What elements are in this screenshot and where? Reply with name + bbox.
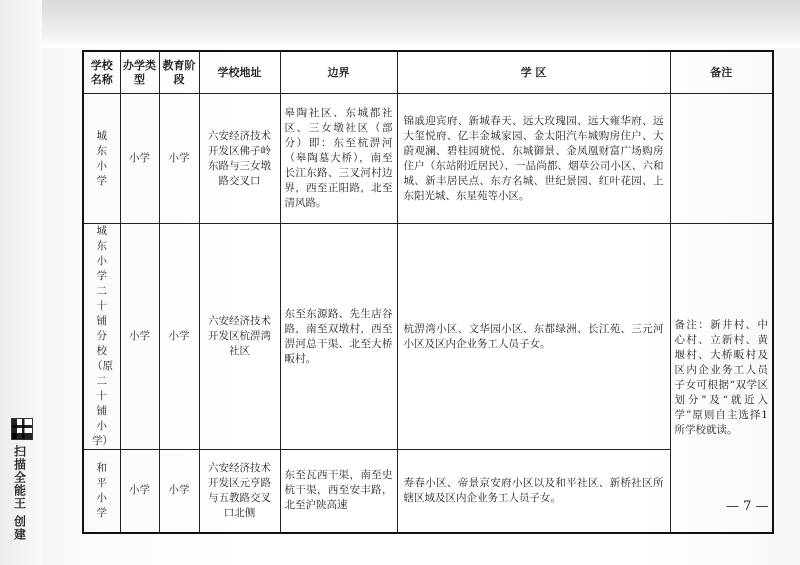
header-district: 学 区: [397, 51, 670, 94]
school-name-cell: 和平小学: [83, 450, 120, 533]
district-cell: 寿春小区、帝景京安府小区以及和平社区、新桥社区所辖区域及区内企业务工人员子女。: [397, 450, 670, 533]
school-name-cell: 城东小学: [83, 94, 120, 224]
qr-code-icon: [11, 418, 33, 440]
school-address-cell: 六安经济技术开发区元亨路与五教路交叉口北侧: [199, 450, 280, 533]
school-type-cell: 小学: [120, 450, 159, 533]
watermark-text: 扫描全能王 创建: [12, 445, 27, 542]
header-education-stage: 教育阶段: [159, 51, 199, 94]
boundary-cell: 东至东源路、先生店谷路，南至双墩村，西至淠河总干渠、北至大桥畈村。: [280, 224, 397, 450]
school-name-cell: 城东小学二十铺分校（原二十铺小学）: [83, 224, 120, 450]
header-boundary: 边界: [280, 51, 397, 94]
school-type-cell: 小学: [120, 224, 159, 450]
education-stage-cell: 小学: [159, 94, 199, 224]
table-row: [83, 450, 773, 533]
header-row: [83, 51, 773, 94]
district-cell: 杭淠湾小区、文华园小区、东都绿洲、长江苑、三元河小区及区内企业务工人员子女。: [397, 224, 670, 450]
school-address-cell: 六安经济技术开发区佛子岭东路与三女墩路交叉口: [199, 94, 280, 224]
school-type-cell: 小学: [120, 94, 159, 224]
scan-top-band: [0, 0, 800, 48]
boundary-cell: 东至瓦西干渠，南至史杭干渠，西至安丰路，北至沪陕高速: [280, 450, 397, 533]
header-note: 备注: [670, 51, 773, 94]
page-number: — 7 —: [726, 499, 769, 514]
boundary-cell: 皋陶社区、东城都社区、三女墩社区（部分）即：东至杭淠河（皋陶墓大桥），南至长江东路、三叉河村边界，西至正阳路，北至清风路。: [280, 94, 397, 224]
scanner-watermark: [6, 445, 34, 555]
note-cell-empty: [670, 94, 773, 224]
school-district-table: [82, 50, 774, 534]
school-address-cell: 六安经济技术开发区杭淠湾社区: [199, 224, 280, 450]
header-school-address: 学校地址: [199, 51, 280, 94]
education-stage-cell: 小学: [159, 224, 199, 450]
district-cell: 锦戚迎宾府、新城春天、远大玫瑰园、远大雍华府、远大玺悦府、亿丰金城家园、金太阳汽车城购房住户、大蔚观澜、碧桂园琥悦、东城御景、金凤凰财富广场购房住户（东站附近居民）、一品尚都、烟草公司小区、六和城、新丰居民点、东方名城、世纪景园、红叶花园、上东阳光城、东星苑等小区。: [397, 94, 670, 224]
note-cell: 备注：新井村、中心村、立新村、黄堰村、大桥畈村及区内企业务工人员子女可根据“双学区划分”及“就近入学”原则自主选择1所学校就读。: [670, 224, 773, 533]
education-stage-cell: 小学: [159, 450, 199, 533]
table-row: [83, 224, 773, 450]
header-school-type: 办学类型: [120, 51, 159, 94]
table-row: [83, 94, 773, 224]
header-school-name: 学校名称: [83, 51, 120, 94]
